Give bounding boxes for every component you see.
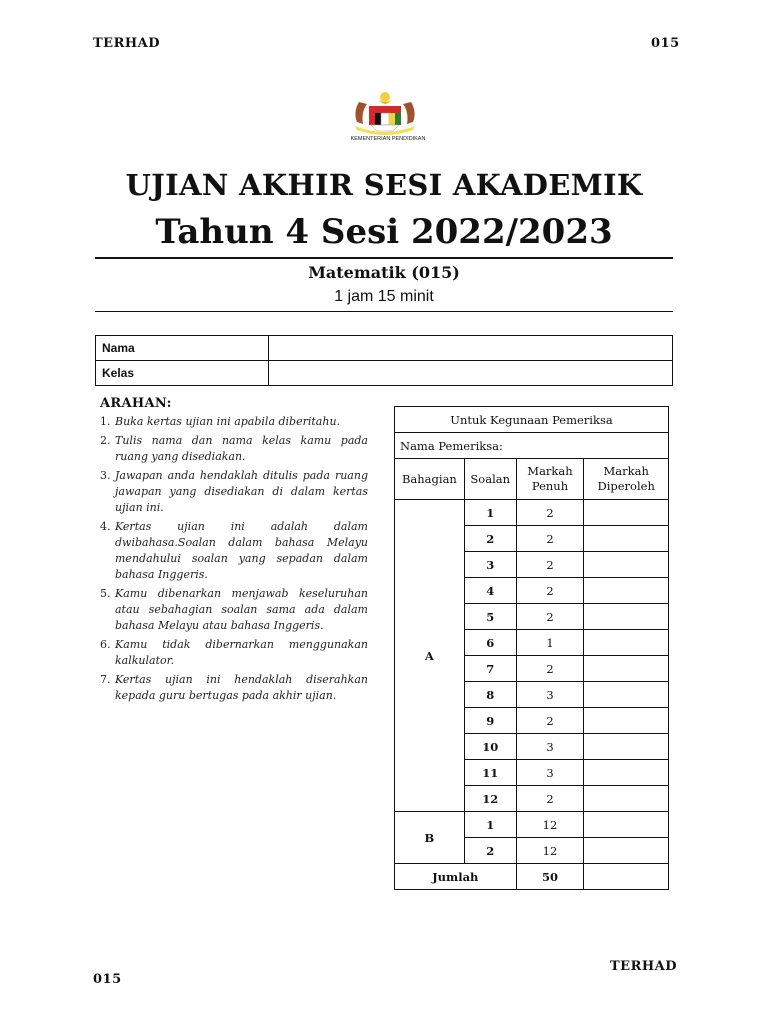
question-number: 1 xyxy=(464,500,516,526)
full-marks: 3 xyxy=(516,682,584,708)
ministry-logo xyxy=(345,88,425,150)
instruction-text: Tulis nama dan nama kelas kamu pada ruang yang disediakan. xyxy=(115,434,368,463)
student-name-row xyxy=(96,336,673,361)
marks-obtained-cell[interactable] xyxy=(584,708,669,734)
full-marks: 2 xyxy=(516,578,584,604)
marks-obtained-cell[interactable] xyxy=(584,682,669,708)
marks-obtained-cell[interactable] xyxy=(584,656,669,682)
col-header-section: Bahagian xyxy=(395,459,465,500)
instruction-text: Kertas ujian ini hendaklah diserahkan kepada guru bertugas pada akhir ujian. xyxy=(115,673,368,702)
instruction-number: 6. xyxy=(100,638,111,651)
question-number: 12 xyxy=(464,786,516,812)
total-row xyxy=(395,864,669,890)
marks-obtained-cell[interactable] xyxy=(584,552,669,578)
subject-title: Matematik (015) xyxy=(308,263,460,282)
question-number: 2 xyxy=(464,526,516,552)
class-label: Kelas xyxy=(96,361,269,386)
name-field[interactable] xyxy=(269,336,673,361)
question-number: 9 xyxy=(464,708,516,734)
instruction-item xyxy=(100,414,368,430)
name-label: Nama xyxy=(96,336,269,361)
question-number: 6 xyxy=(464,630,516,656)
total-marks-obtained-cell[interactable] xyxy=(584,864,669,890)
marks-obtained-cell[interactable] xyxy=(584,812,669,838)
exam-title: UJIAN AKHIR SESI AKADEMIK xyxy=(125,168,643,202)
marks-obtained-cell[interactable] xyxy=(584,604,669,630)
instruction-item xyxy=(100,672,368,704)
examiner-table xyxy=(394,406,669,890)
section-a-label: A xyxy=(395,500,465,812)
instruction-item xyxy=(100,637,368,669)
instruction-number: 2. xyxy=(100,434,111,447)
instruction-number: 1. xyxy=(100,415,111,428)
instruction-item xyxy=(100,433,368,465)
col-header-marks-obtained: Markah Diperoleh xyxy=(584,459,669,500)
logo-caption: KEMENTERIAN PENDIDIKAN xyxy=(350,136,426,142)
question-number: 4 xyxy=(464,578,516,604)
section-b-label: B xyxy=(395,812,465,864)
col-header-question: Soalan xyxy=(464,459,516,500)
instruction-number: 4. xyxy=(100,520,111,533)
full-marks: 2 xyxy=(516,552,584,578)
question-number: 1 xyxy=(464,812,516,838)
full-marks: 12 xyxy=(516,812,584,838)
marks-obtained-cell[interactable] xyxy=(584,760,669,786)
full-marks: 2 xyxy=(516,526,584,552)
coat-of-arms-icon xyxy=(345,88,425,136)
instructions-list xyxy=(100,414,368,707)
full-marks: 3 xyxy=(516,734,584,760)
instruction-number: 7. xyxy=(100,673,111,686)
marks-obtained-cell[interactable] xyxy=(584,526,669,552)
instruction-item xyxy=(100,519,368,583)
student-class-row xyxy=(96,361,673,386)
divider-bottom xyxy=(95,311,673,312)
question-number: 3 xyxy=(464,552,516,578)
header-classification: TERHAD xyxy=(93,36,161,51)
class-field[interactable] xyxy=(269,361,673,386)
marks-obtained-cell[interactable] xyxy=(584,734,669,760)
instruction-text: Buka kertas ujian ini apabila diberitahu. xyxy=(115,415,341,428)
full-marks: 2 xyxy=(516,656,584,682)
instruction-text: Kamu tidak dibernarkan menggunakan kalkulator. xyxy=(115,638,368,667)
full-marks: 2 xyxy=(516,786,584,812)
table-row xyxy=(395,812,669,838)
instruction-number: 5. xyxy=(100,587,111,600)
instruction-text: Kertas ujian ini adalah dalam dwibahasa.Soalan dalam bahasa Melayu mendahului soalan yang sepadan dalam bahasa Inggeris. xyxy=(115,520,368,581)
instruction-item xyxy=(100,586,368,634)
divider-top xyxy=(95,257,673,259)
question-number: 10 xyxy=(464,734,516,760)
total-full-marks: 50 xyxy=(516,864,584,890)
table-row xyxy=(395,500,669,526)
col-header-full-marks: Markah Penuh xyxy=(516,459,584,500)
marks-obtained-cell[interactable] xyxy=(584,786,669,812)
question-number: 11 xyxy=(464,760,516,786)
question-number: 8 xyxy=(464,682,516,708)
student-info-table xyxy=(95,335,673,386)
marks-obtained-cell[interactable] xyxy=(584,578,669,604)
instruction-text: Jawapan anda hendaklah ditulis pada ruang jawapan yang disediakan di dalam kertas ujian ini. xyxy=(115,469,368,514)
marks-obtained-cell[interactable] xyxy=(584,630,669,656)
marks-obtained-cell[interactable] xyxy=(584,500,669,526)
question-number: 2 xyxy=(464,838,516,864)
footer-paper-code: 015 xyxy=(93,972,122,987)
examiner-table-title: Untuk Kegunaan Pemeriksa xyxy=(395,407,669,433)
instruction-item xyxy=(100,468,368,516)
question-number: 5 xyxy=(464,604,516,630)
full-marks: 12 xyxy=(516,838,584,864)
footer-classification: TERHAD xyxy=(610,959,678,974)
instructions-title: ARAHAN: xyxy=(100,396,172,411)
exam-year-session: Tahun 4 Sesi 2022/2023 xyxy=(155,212,613,252)
full-marks: 2 xyxy=(516,604,584,630)
total-label: Jumlah xyxy=(395,864,517,890)
full-marks: 3 xyxy=(516,760,584,786)
full-marks: 1 xyxy=(516,630,584,656)
instruction-text: Kamu dibenarkan menjawab keseluruhan atau sebahagian soalan sama ada dalam bahasa Melayu atau bahasa Inggeris. xyxy=(115,587,368,632)
instruction-number: 3. xyxy=(100,469,111,482)
header-paper-code: 015 xyxy=(651,36,680,51)
examiner-name-field[interactable]: Nama Pemeriksa: xyxy=(395,433,669,459)
marks-obtained-cell[interactable] xyxy=(584,838,669,864)
full-marks: 2 xyxy=(516,708,584,734)
exam-duration: 1 jam 15 minit xyxy=(334,288,434,305)
full-marks: 2 xyxy=(516,500,584,526)
question-number: 7 xyxy=(464,656,516,682)
